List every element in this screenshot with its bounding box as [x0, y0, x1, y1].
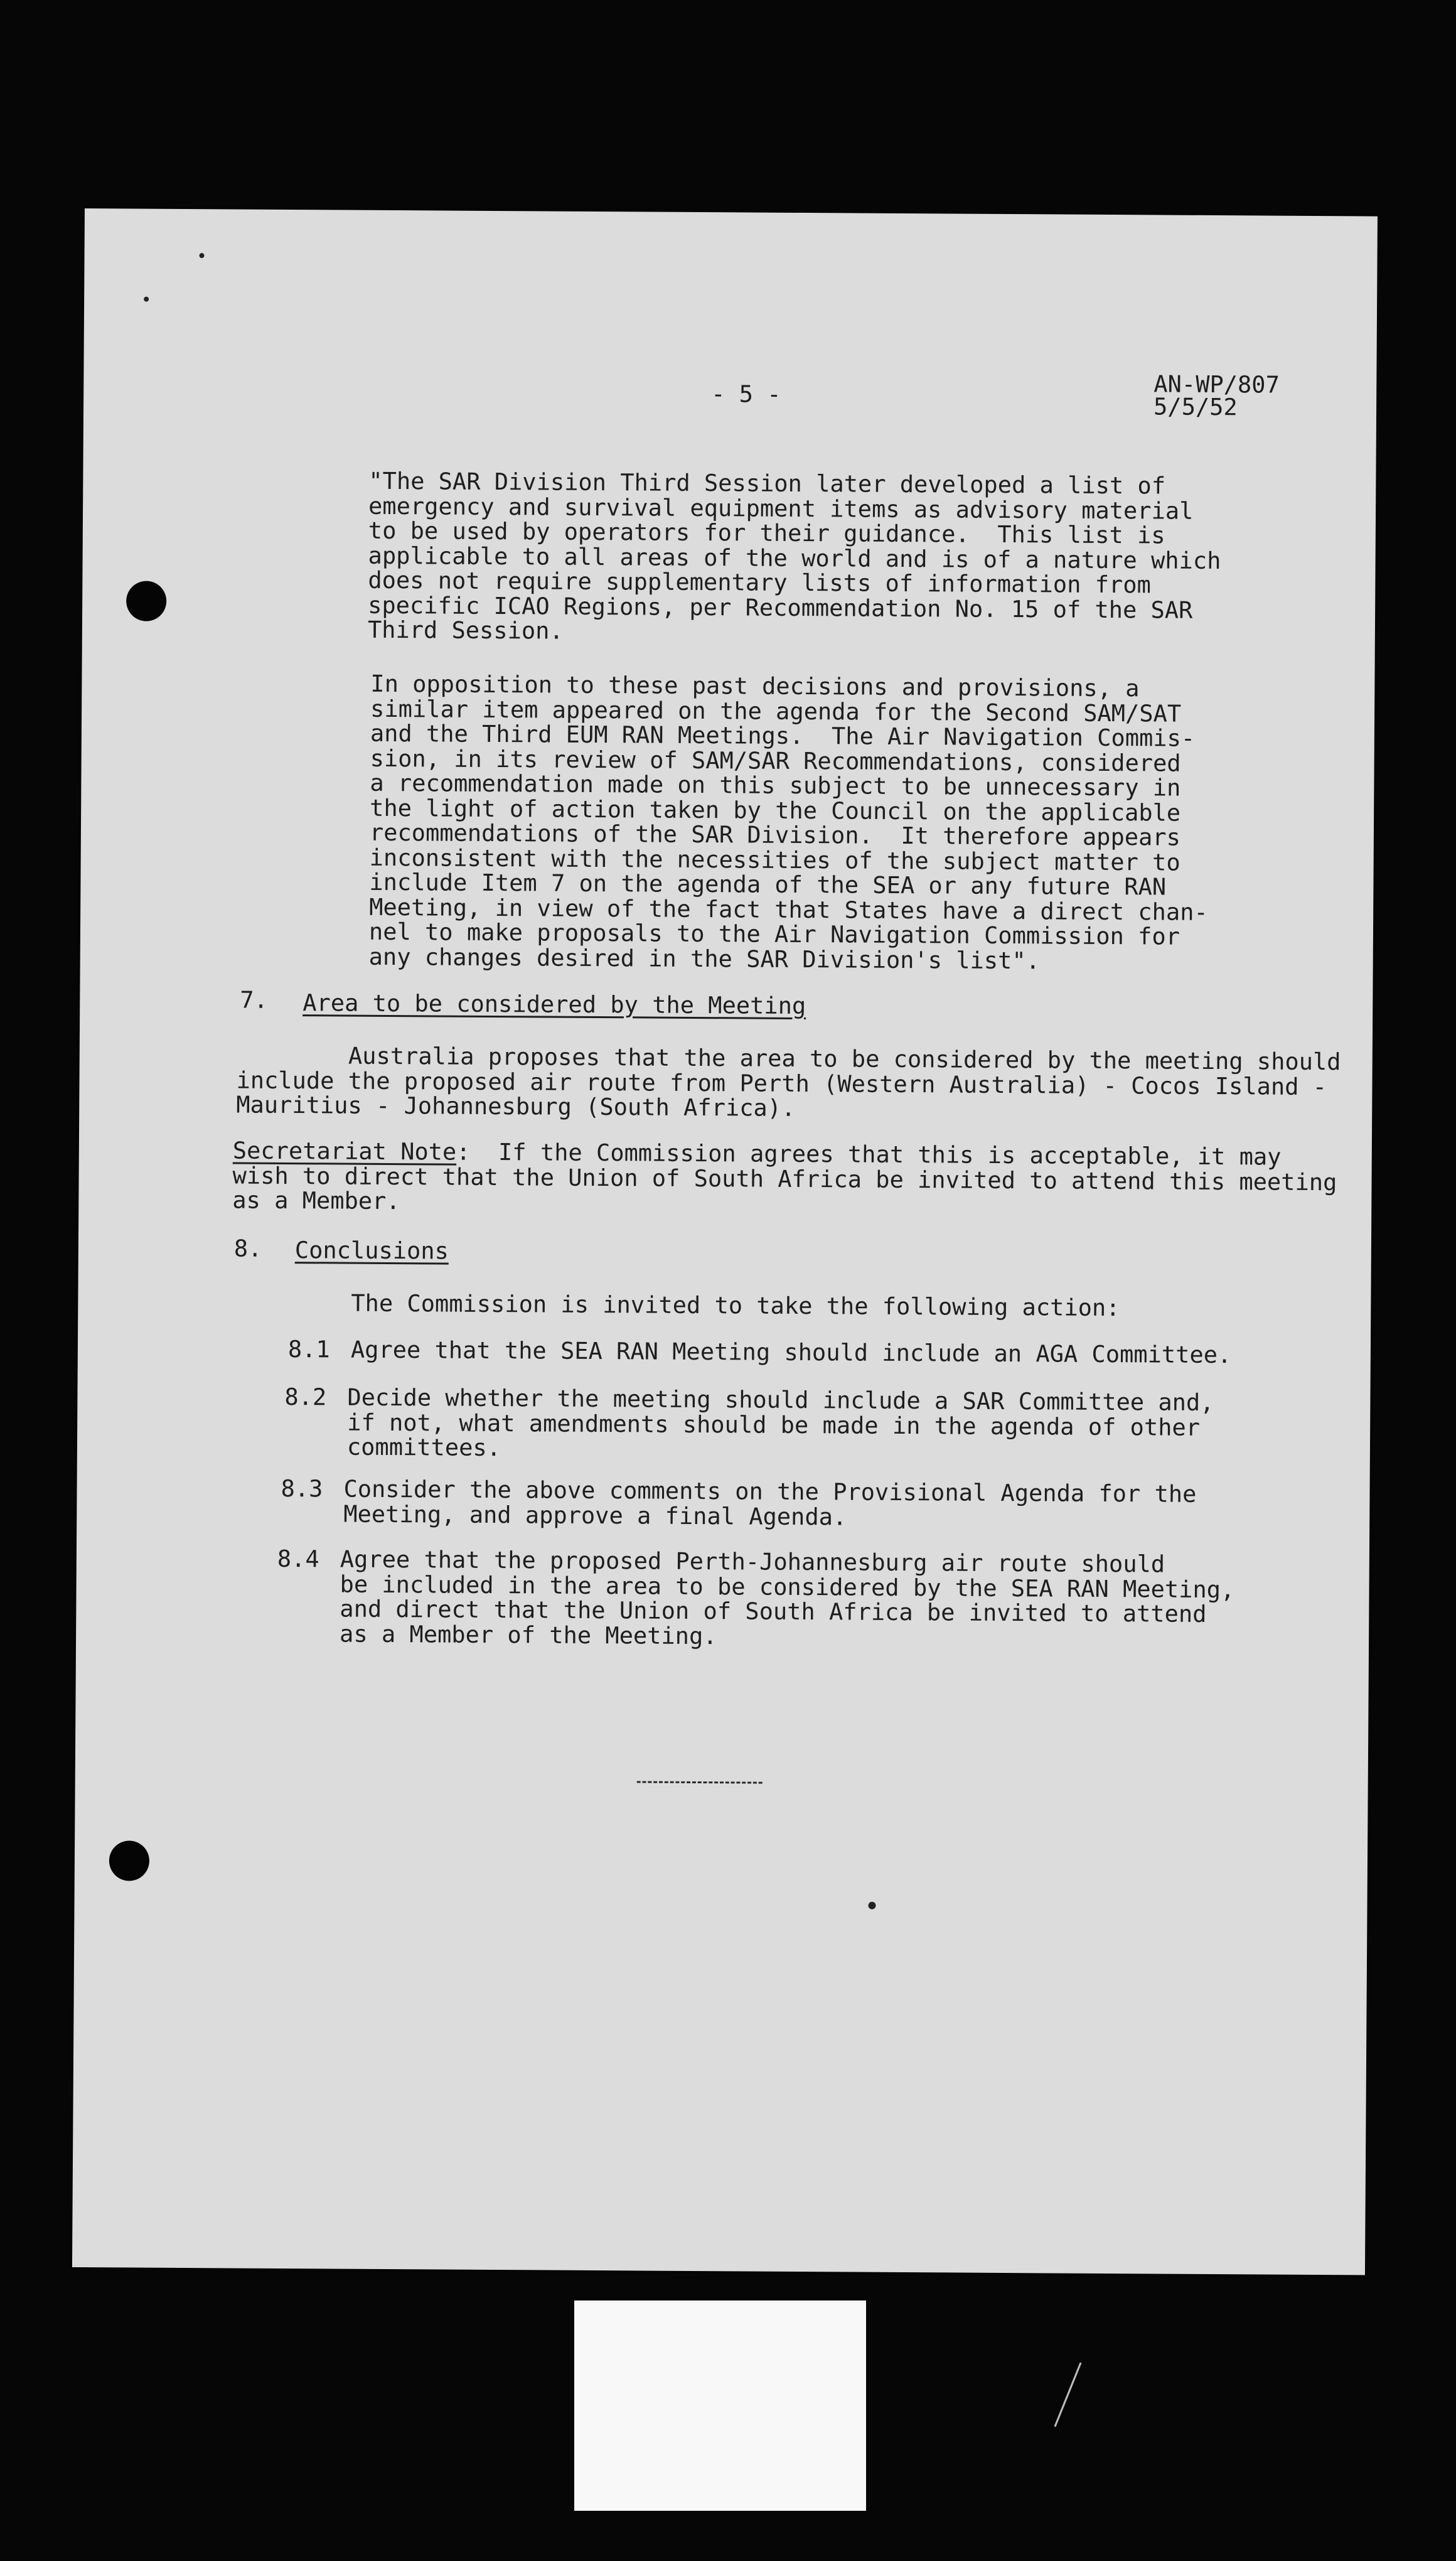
- item-8-3-text: Consider the above comments on the Provisional Agenda for the Meeting, and approve a final Agenda.: [343, 1475, 1197, 1530]
- section-7-body: Australia proposes that the area to be considered by the meeting should include the proposed air route from Perth (Western Australia) - Cocos Island - Mauritius - Johannesburg (South Africa).: [236, 1041, 1341, 1122]
- quote-paragraph-1: "The SAR Division Third Session later developed a list of emergency and survival equipment items as advisory material to be used by operators for their guidance. This list is applicable to all areas of the world and is of a nature which does not require supplementary lists of information from specific ICAO Regions, per Recommendation No. 15 of the SAR Third Session.: [367, 467, 1221, 645]
- speck: [144, 297, 149, 302]
- item-8-2-number: 8.2: [284, 1383, 327, 1411]
- item-8-4-text: Agree that the proposed Perth-Johannesburg air route should be included in the area to be considered by the SEA RAN Meeting, and direct that the Union of South Africa be invited to attend as a Member of the Meeting.: [340, 1545, 1235, 1650]
- item-8-1-text: Agree that the SEA RAN Meeting should include an AGA Committee.: [350, 1336, 1232, 1369]
- item-8-3-number: 8.3: [281, 1474, 323, 1503]
- quote-paragraph-2: In opposition to these past decisions and provisions, a similar item appeared on the agenda for the Second SAM/SAT and the Third EUM RAN Meetings. The Air Navigation Commis- sion, in its review of SAM/SAR Recommendations, considered a recommendation made on this subject to be unnecessary in the light of action taken by the Council on the applicable recommendations of the SAR Division. It therefore appears inconsistent with the necessities of the subject matter to include Item 7 on the agenda of the SEA or any future RAN Meeting, in view of the fact that States have a direct chan- nel to make proposals to the Air Navigation Commission for any changes desired in the SAR Division's list".: [368, 670, 1208, 974]
- document-page: [72, 208, 1378, 2275]
- speck: [200, 253, 205, 258]
- secretariat-note-label: Secretariat Note: [232, 1137, 457, 1166]
- secretariat-note-text: : If the Commission agrees that this is acceptable, it may wish to direct that the Union of South Africa be invited to attend this meeting as a Member.: [232, 1138, 1337, 1215]
- secretariat-note: [232, 1138, 1337, 1219]
- page-number: - 5 -: [711, 380, 781, 408]
- section-8-number: 8.: [233, 1235, 262, 1262]
- item-8-2-text: Decide whether the meeting should include a SAR Committee and, if not, what amendments should be made in the agenda of other committees.: [346, 1383, 1214, 1462]
- end-rule: [637, 1781, 763, 1783]
- section-8-intro: The Commission is invited to take the following action:: [351, 1289, 1120, 1322]
- document-date: 5/5/52: [1153, 393, 1238, 421]
- film-scratch: [1054, 2362, 1082, 2427]
- section-7-number: 7.: [240, 986, 268, 1014]
- document-reference: AN-WP/807: [1154, 370, 1280, 399]
- section-8-title: Conclusions: [294, 1237, 449, 1265]
- speck: [868, 1902, 875, 1909]
- punch-hole-bottom: [109, 1840, 149, 1881]
- section-7-title: Area to be considered by the Meeting: [302, 989, 806, 1020]
- blank-label-card: [574, 2301, 866, 2511]
- item-8-1-number: 8.1: [287, 1336, 330, 1363]
- punch-hole-top: [126, 581, 166, 621]
- item-8-4-number: 8.4: [277, 1545, 319, 1573]
